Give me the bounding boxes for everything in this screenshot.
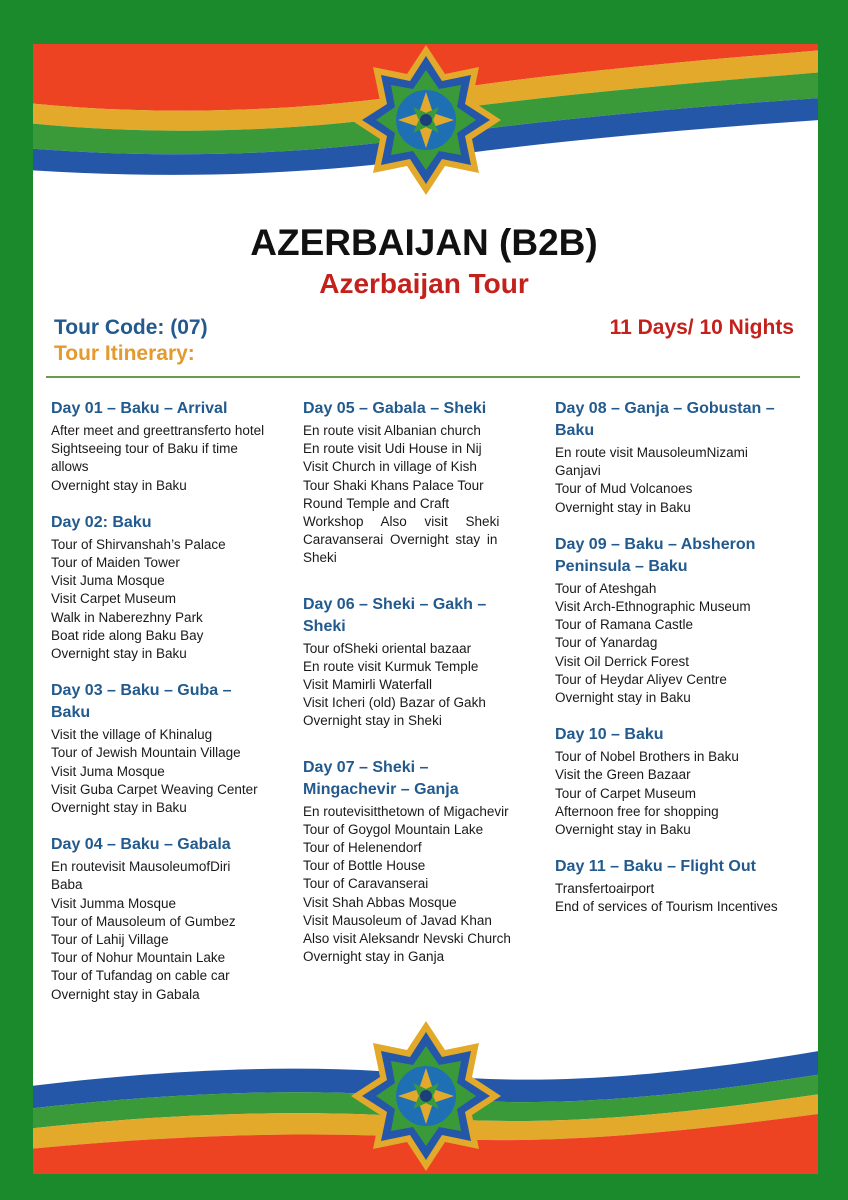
activity-line: Tour of Nobel Brothers in Baku — [555, 749, 739, 765]
day-block — [51, 680, 281, 817]
divider — [46, 376, 800, 378]
activity-line: En route visit Kurmuk Temple — [303, 658, 479, 674]
day-block — [303, 594, 508, 731]
activity-line: Overnight stay in Baku — [555, 690, 691, 706]
itinerary-label: Tour Itinerary: — [54, 342, 195, 365]
itinerary-column-3 — [555, 398, 795, 934]
activity-line: Tour of Tufandag on cable car — [51, 968, 230, 984]
activity-line: Tour of Ramana Castle — [555, 617, 694, 633]
day-block — [555, 724, 795, 839]
day-title: Day 05 – Gabala – Sheki — [303, 400, 487, 417]
activity-line: Visit Icheri (old) Bazar of Gakh — [303, 695, 486, 711]
activity-line: Tour of Goygol Mountain Lake — [303, 821, 484, 837]
activity-line: Tour of Nohur Mountain Lake — [51, 950, 226, 966]
day-title: Day 03 – Baku – Guba – Baku — [51, 682, 232, 722]
activity-line: Visit Jumma Mosque — [51, 895, 177, 911]
activity-line: Overnight stay in Sheki — [303, 713, 442, 729]
activity-line: Tour of Helenendorf — [303, 840, 422, 856]
tour-duration: 11 Days/ 10 Nights — [609, 316, 794, 339]
activity-line: Visit Juma Mosque — [51, 573, 165, 589]
bottom-emblem-icon — [351, 1021, 501, 1171]
activity-line: Visit Carpet Museum — [51, 591, 177, 607]
day-block — [51, 512, 281, 663]
activity-line: Tour of Mausoleum of Gumbez — [51, 913, 236, 929]
activity-line: Visit Mamirli Waterfall — [303, 677, 433, 693]
activity-line: Sightseeing tour of Baku if time — [51, 441, 238, 457]
activity-line: Visit Guba Carpet Weaving Center — [51, 781, 258, 797]
activity-line: Workshop Also visit Sheki — [303, 514, 500, 530]
activity-line: Tour of Heydar Aliyev Centre — [555, 671, 727, 687]
activity-line: Walk in Naberezhny Park — [51, 609, 203, 625]
top-emblem-icon — [351, 45, 501, 195]
activity-line: Overnight stay in Baku — [555, 499, 691, 515]
activity-line: End of services of Tourism Incentives — [555, 899, 778, 915]
activity-line: Overnight stay in Baku — [555, 822, 691, 838]
activity-line: Boat ride along Baku Bay — [51, 627, 204, 643]
day-title: Day 06 – Sheki – Gakh – Sheki — [303, 595, 487, 635]
tour-code: Tour Code: (07) — [54, 316, 208, 339]
activity-line: Ganjavi — [555, 463, 601, 479]
activity-line: Overnight stay in Baku — [51, 477, 187, 493]
activity-line: allows — [51, 459, 89, 475]
day-title: Day 04 – Baku – Gabala — [51, 836, 231, 854]
day-block — [555, 856, 795, 916]
activity-line: Visit Church in village of Kish — [303, 459, 477, 475]
day-block — [303, 757, 511, 967]
day-block — [51, 834, 281, 1004]
activity-line: Visit Mausoleum of Javad Khan — [303, 912, 492, 928]
day-title: Day 01 – Baku – Arrival — [51, 400, 228, 417]
activity-line: Tour ofSheki oriental bazaar — [303, 640, 472, 656]
activity-line: Caravanserai Overnight stay in — [303, 532, 498, 548]
activity-line: Visit Juma Mosque — [51, 763, 165, 779]
itinerary-column-2 — [303, 398, 511, 983]
day-block — [555, 398, 795, 517]
day-block — [51, 398, 281, 495]
activity-line: After meet and greettransferto hotel — [51, 423, 265, 438]
activity-line: Tour of Mud Volcanoes — [555, 481, 693, 497]
activity-line: Baba — [51, 877, 83, 893]
activity-line: Visit Oil Derrick Forest — [555, 653, 690, 669]
itinerary-column-1 — [51, 398, 281, 1021]
activity-line: En route visit Albanian church — [303, 423, 481, 438]
activity-line: Transfertoairport — [555, 881, 655, 897]
activity-line: En routevisitthetown of Migachevir — [303, 803, 509, 819]
activity-line: Visit Shah Abbas Mosque — [303, 894, 457, 910]
activity-line: Overnight stay in Ganja — [303, 949, 445, 965]
page-title: AZERBAIJAN (B2B) — [250, 222, 598, 263]
activity-line: En route visit Udi House in Nij — [303, 441, 482, 457]
activity-line: En routevisit MausoleumofDiri — [51, 859, 231, 875]
activity-line: Tour of Jewish Mountain Village — [51, 745, 241, 761]
activity-line: Tour Shaki Khans Palace Tour — [303, 477, 484, 493]
page-subtitle: Azerbaijan Tour — [319, 268, 529, 299]
activity-line: Overnight stay in Gabala — [51, 986, 200, 1002]
activity-line: Tour of Caravanserai — [303, 876, 429, 892]
activity-line: Tour of Yanardag — [555, 635, 658, 651]
activity-line: Round Temple and Craft — [303, 495, 450, 511]
day-title: Day 11 – Baku – Flight Out — [555, 858, 756, 876]
activity-line: Tour of Ateshgah — [555, 580, 657, 596]
activity-line: Tour of Bottle House — [303, 858, 426, 874]
activity-line: Visit the Green Bazaar — [555, 767, 691, 783]
activity-line: En route visit MausoleumNizami — [555, 445, 748, 460]
activity-line: Overnight stay in Baku — [51, 800, 187, 816]
activity-line: Tour of Lahij Village — [51, 932, 169, 948]
activity-line: Sheki — [303, 550, 337, 566]
activity-line: Visit the village of Khinalug — [51, 727, 213, 743]
activity-line: Tour of Maiden Tower — [51, 555, 180, 571]
day-block — [303, 398, 508, 568]
day-title: Day 09 – Baku – Absheron Peninsula – Baku — [555, 535, 756, 575]
day-title: Day 07 – Sheki – Mingachevir – Ganja — [303, 758, 459, 798]
day-title: Day 02: Baku — [51, 513, 152, 531]
day-block — [555, 534, 795, 707]
activity-line: Tour of Shirvanshah’s Palace — [51, 536, 226, 552]
day-title: Day 10 – Baku — [555, 726, 664, 744]
activity-line: Afternoon free for shopping — [555, 803, 719, 819]
activity-line: Tour of Carpet Museum — [555, 785, 697, 801]
activity-line: Overnight stay in Baku — [51, 646, 187, 662]
activity-line: Visit Arch-Ethnographic Museum — [555, 599, 751, 615]
activity-line: Also visit Aleksandr Nevski Church — [303, 931, 511, 947]
day-title: Day 08 – Ganja – Gobustan – Baku — [555, 400, 775, 439]
